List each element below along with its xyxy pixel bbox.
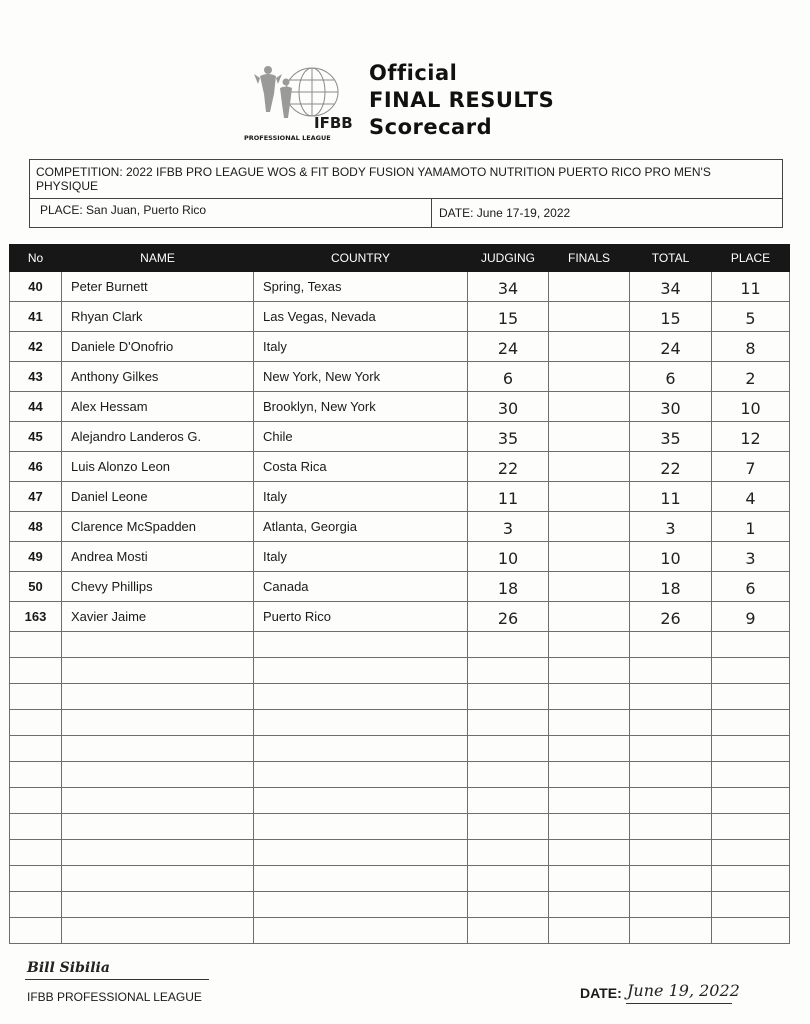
judging-score: 24 [468, 332, 549, 362]
empty-cell [10, 710, 62, 736]
judging-score: 34 [468, 272, 549, 302]
athlete-country: Italy [254, 332, 468, 362]
empty-cell [712, 710, 790, 736]
empty-cell [10, 684, 62, 710]
results-body [10, 272, 790, 944]
judging-score: 15 [468, 302, 549, 332]
empty-cell [549, 840, 630, 866]
table-row [10, 422, 790, 452]
official-signature: Bill Sibilia [27, 960, 110, 976]
final-place: 1 [712, 512, 790, 542]
ifbb-logo [240, 62, 365, 144]
athlete-country: Puerto Rico [254, 602, 468, 632]
empty-cell [468, 892, 549, 918]
athlete-country: Brooklyn, New York [254, 392, 468, 422]
table-row [10, 302, 790, 332]
empty-table-row [10, 632, 790, 658]
empty-cell [62, 762, 254, 788]
final-place: 10 [712, 392, 790, 422]
empty-cell [549, 892, 630, 918]
table-row [10, 602, 790, 632]
title-line-scorecard: Scorecard [369, 115, 493, 139]
empty-cell [468, 710, 549, 736]
competition-date: DATE: June 17-19, 2022 [439, 206, 571, 220]
empty-cell [254, 762, 468, 788]
empty-table-row [10, 736, 790, 762]
athlete-number: 43 [10, 362, 62, 392]
empty-cell [62, 658, 254, 684]
judging-score: 22 [468, 452, 549, 482]
finals-score [549, 512, 630, 542]
table-row [10, 272, 790, 302]
empty-cell [712, 918, 790, 944]
empty-cell [62, 788, 254, 814]
table-row [10, 392, 790, 422]
empty-cell [10, 632, 62, 658]
empty-cell [254, 684, 468, 710]
empty-cell [630, 736, 712, 762]
athlete-number: 46 [10, 452, 62, 482]
athlete-name: Chevy Phillips [62, 572, 254, 602]
finals-score [549, 452, 630, 482]
table-row [10, 542, 790, 572]
finals-score [549, 272, 630, 302]
final-place: 7 [712, 452, 790, 482]
col-header-no: No [10, 245, 62, 272]
empty-cell [10, 892, 62, 918]
empty-cell [630, 684, 712, 710]
empty-cell [712, 892, 790, 918]
empty-cell [468, 814, 549, 840]
athlete-number: 41 [10, 302, 62, 332]
col-header-judging: JUDGING [468, 245, 549, 272]
empty-cell [630, 710, 712, 736]
finals-score [549, 542, 630, 572]
athlete-name: Xavier Jaime [62, 602, 254, 632]
empty-cell [10, 788, 62, 814]
athlete-country: Canada [254, 572, 468, 602]
judging-score: 3 [468, 512, 549, 542]
total-score: 35 [630, 422, 712, 452]
athlete-country: New York, New York [254, 362, 468, 392]
logo-text: IFBB [314, 114, 353, 132]
col-header-country: COUNTRY [254, 245, 468, 272]
empty-cell [10, 814, 62, 840]
total-score: 11 [630, 482, 712, 512]
empty-cell [62, 918, 254, 944]
empty-cell [62, 684, 254, 710]
athlete-number: 44 [10, 392, 62, 422]
athlete-country: Las Vegas, Nevada [254, 302, 468, 332]
judging-score: 35 [468, 422, 549, 452]
athlete-number: 45 [10, 422, 62, 452]
empty-cell [549, 788, 630, 814]
total-score: 3 [630, 512, 712, 542]
total-score: 22 [630, 452, 712, 482]
athlete-name: Luis Alonzo Leon [62, 452, 254, 482]
empty-cell [549, 632, 630, 658]
athlete-number: 47 [10, 482, 62, 512]
judging-score: 30 [468, 392, 549, 422]
col-header-finals: FINALS [549, 245, 630, 272]
total-score: 24 [630, 332, 712, 362]
final-place: 6 [712, 572, 790, 602]
empty-table-row [10, 918, 790, 944]
empty-cell [62, 866, 254, 892]
athlete-country: Spring, Texas [254, 272, 468, 302]
finals-score [549, 482, 630, 512]
final-place: 12 [712, 422, 790, 452]
empty-cell [549, 866, 630, 892]
judging-score: 18 [468, 572, 549, 602]
title-line-final-results: FINAL RESULTS [369, 88, 555, 112]
empty-cell [62, 892, 254, 918]
empty-cell [254, 632, 468, 658]
empty-cell [549, 684, 630, 710]
empty-table-row [10, 658, 790, 684]
finals-score [549, 572, 630, 602]
total-score: 6 [630, 362, 712, 392]
empty-cell [630, 840, 712, 866]
athlete-number: 49 [10, 542, 62, 572]
final-place: 2 [712, 362, 790, 392]
athlete-name: Daniel Leone [62, 482, 254, 512]
total-score: 18 [630, 572, 712, 602]
athlete-name: Anthony Gilkes [62, 362, 254, 392]
logo-subtext: PROFESSIONAL LEAGUE [244, 134, 331, 142]
empty-cell [630, 788, 712, 814]
finals-score [549, 422, 630, 452]
empty-cell [468, 684, 549, 710]
athlete-country: Costa Rica [254, 452, 468, 482]
empty-cell [549, 814, 630, 840]
empty-cell [468, 736, 549, 762]
signed-date-label: DATE: [580, 985, 622, 1001]
athlete-name: Daniele D'Onofrio [62, 332, 254, 362]
empty-cell [62, 710, 254, 736]
results-table [9, 244, 790, 944]
empty-cell [254, 788, 468, 814]
table-row [10, 362, 790, 392]
empty-cell [549, 762, 630, 788]
empty-cell [468, 918, 549, 944]
empty-cell [630, 892, 712, 918]
signature-line [25, 979, 209, 980]
table-row [10, 572, 790, 602]
empty-cell [712, 814, 790, 840]
empty-cell [10, 762, 62, 788]
col-header-place: PLACE [712, 245, 790, 272]
competition-info-box [29, 159, 783, 228]
empty-cell [254, 840, 468, 866]
empty-cell [254, 736, 468, 762]
empty-cell [254, 918, 468, 944]
empty-cell [630, 814, 712, 840]
info-vertical-divider [431, 198, 432, 227]
athlete-name: Alejandro Landeros G. [62, 422, 254, 452]
empty-table-row [10, 814, 790, 840]
empty-table-row [10, 788, 790, 814]
empty-cell [630, 762, 712, 788]
judging-score: 10 [468, 542, 549, 572]
empty-cell [630, 918, 712, 944]
results-header-row [10, 245, 790, 272]
league-name: IFBB PROFESSIONAL LEAGUE [27, 990, 202, 1004]
empty-cell [254, 892, 468, 918]
table-row [10, 512, 790, 542]
empty-cell [254, 658, 468, 684]
empty-cell [468, 840, 549, 866]
empty-cell [254, 866, 468, 892]
empty-cell [549, 658, 630, 684]
final-place: 3 [712, 542, 790, 572]
total-score: 26 [630, 602, 712, 632]
empty-cell [10, 658, 62, 684]
athlete-name: Alex Hessam [62, 392, 254, 422]
athlete-country: Chile [254, 422, 468, 452]
competition-place: PLACE: San Juan, Puerto Rico [40, 203, 207, 217]
table-row [10, 482, 790, 512]
empty-cell [254, 710, 468, 736]
athlete-number: 50 [10, 572, 62, 602]
col-header-name: NAME [62, 245, 254, 272]
finals-score [549, 332, 630, 362]
athlete-country: Atlanta, Georgia [254, 512, 468, 542]
empty-cell [712, 632, 790, 658]
empty-cell [62, 814, 254, 840]
empty-table-row [10, 892, 790, 918]
final-place: 9 [712, 602, 790, 632]
empty-table-row [10, 840, 790, 866]
finals-score [549, 362, 630, 392]
empty-cell [630, 658, 712, 684]
empty-cell [468, 866, 549, 892]
info-divider [30, 198, 782, 199]
empty-cell [254, 814, 468, 840]
empty-cell [712, 788, 790, 814]
total-score: 34 [630, 272, 712, 302]
judging-score: 26 [468, 602, 549, 632]
date-line [626, 1003, 732, 1004]
athlete-name: Rhyan Clark [62, 302, 254, 332]
athlete-number: 42 [10, 332, 62, 362]
empty-cell [712, 658, 790, 684]
col-header-total: TOTAL [630, 245, 712, 272]
empty-cell [549, 710, 630, 736]
final-place: 4 [712, 482, 790, 512]
page-title [369, 60, 554, 141]
empty-table-row [10, 762, 790, 788]
signed-date-value: June 19, 2022 [627, 981, 740, 1000]
table-row [10, 452, 790, 482]
empty-cell [62, 840, 254, 866]
empty-cell [712, 840, 790, 866]
empty-cell [468, 788, 549, 814]
empty-cell [62, 736, 254, 762]
empty-table-row [10, 866, 790, 892]
empty-cell [468, 762, 549, 788]
judging-score: 11 [468, 482, 549, 512]
title-line-official: Official [369, 61, 458, 85]
total-score: 30 [630, 392, 712, 422]
empty-cell [630, 866, 712, 892]
empty-cell [630, 632, 712, 658]
empty-table-row [10, 710, 790, 736]
final-place: 8 [712, 332, 790, 362]
empty-cell [468, 658, 549, 684]
scorecard-header [0, 58, 810, 148]
athlete-number: 48 [10, 512, 62, 542]
judging-score: 6 [468, 362, 549, 392]
finals-score [549, 602, 630, 632]
finals-score [549, 392, 630, 422]
athlete-number: 163 [10, 602, 62, 632]
final-place: 5 [712, 302, 790, 332]
athlete-number: 40 [10, 272, 62, 302]
empty-cell [549, 736, 630, 762]
empty-cell [712, 762, 790, 788]
athlete-name: Peter Burnett [62, 272, 254, 302]
finals-score [549, 302, 630, 332]
empty-table-row [10, 684, 790, 710]
empty-cell [10, 840, 62, 866]
empty-cell [10, 918, 62, 944]
athlete-country: Italy [254, 542, 468, 572]
empty-cell [712, 684, 790, 710]
empty-cell [712, 866, 790, 892]
empty-cell [62, 632, 254, 658]
athlete-name: Clarence McSpadden [62, 512, 254, 542]
final-place: 11 [712, 272, 790, 302]
athlete-country: Italy [254, 482, 468, 512]
empty-cell [549, 918, 630, 944]
total-score: 10 [630, 542, 712, 572]
total-score: 15 [630, 302, 712, 332]
athlete-name: Andrea Mosti [62, 542, 254, 572]
competition-name: COMPETITION: 2022 IFBB PRO LEAGUE WOS & FIT BODY FUSION YAMAMOTO NUTRITION PUERTO RICO PRO MEN'S PHYSIQUE [36, 165, 711, 193]
empty-cell [468, 632, 549, 658]
table-row [10, 332, 790, 362]
empty-cell [10, 736, 62, 762]
empty-cell [712, 736, 790, 762]
empty-cell [10, 866, 62, 892]
